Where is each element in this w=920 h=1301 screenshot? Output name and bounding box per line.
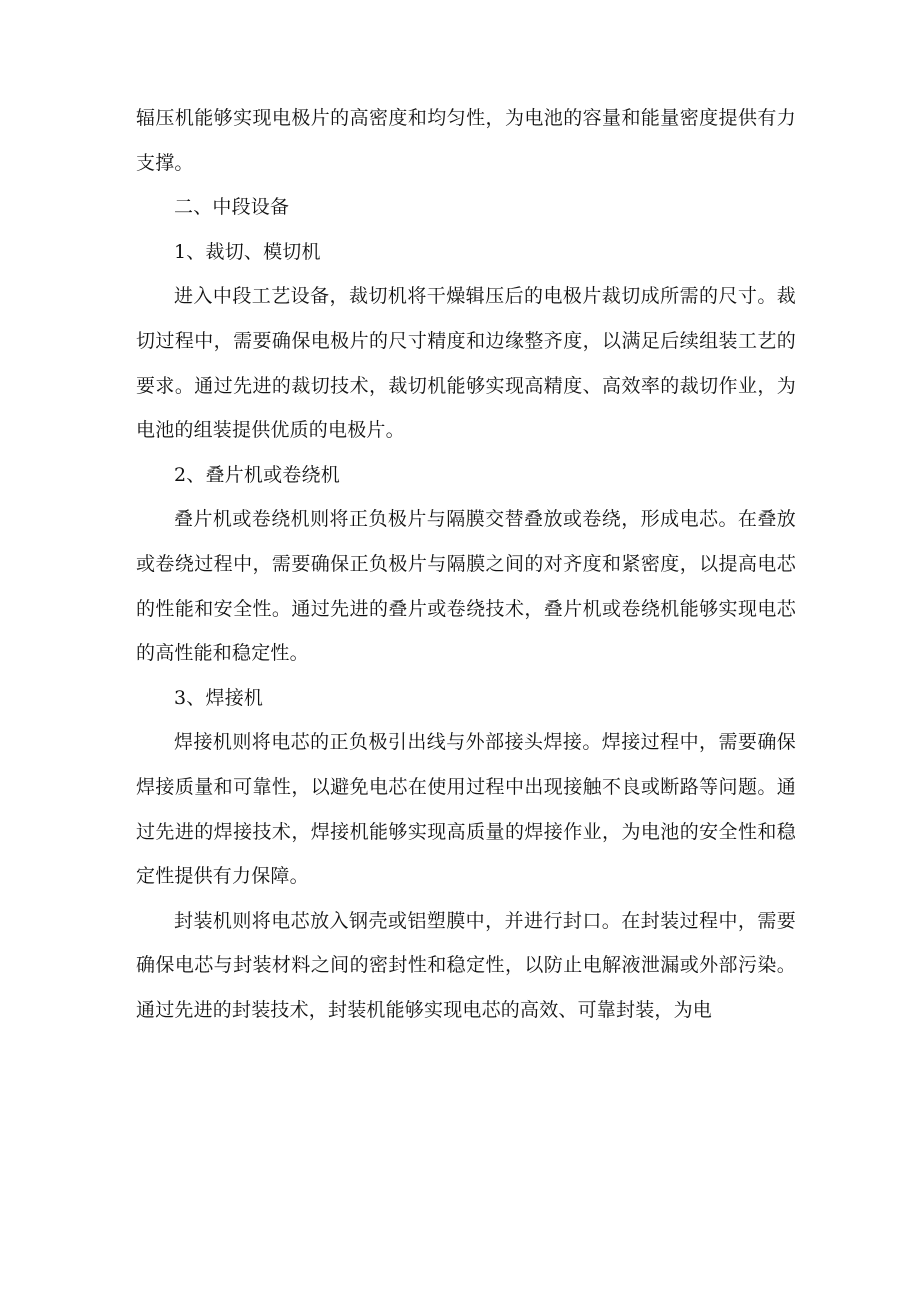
section-heading-midstage-equipment: 二、中段设备 <box>174 196 290 219</box>
paragraph-roller-press-conclusion: 辐压机能够实现电极片的高密度和均匀性，为电池的容量和能量密度提供有力支撑。 <box>136 107 796 174</box>
paragraph-welding-machine: 焊接机则将电芯的正负极引出线与外部接头焊接。焊接过程中，需要确保焊接质量和可靠性，以避免电芯在使用过程中出现接触不良或断路等问题。通过先进的焊接技术，焊接机能够实现高质量的焊接作业，为电池的安全性和稳定性提供有力保障。 <box>136 731 796 888</box>
subheading-welding-machine: 3、焊接机 <box>174 686 264 709</box>
subheading-cutting-machine: 1、裁切、模切机 <box>174 240 321 263</box>
paragraph-packaging-machine: 封装机则将电芯放入钢壳或铝塑膜中，并进行封口。在封装过程中，需要确保电芯与封装材料之间的密封性和稳定性，以防止电解液泄漏或外部污染。通过先进的封装技术，封装机能够实现电芯的高效、可靠封装，为电 <box>136 909 796 1021</box>
paragraph-stacking-winding-machine: 叠片机或卷绕机则将正负极片与隔膜交替叠放或卷绕，形成电芯。在叠放或卷绕过程中，需要确保正负极片与隔膜之间的对齐度和紧密度，以提高电芯的性能和安全性。通过先进的叠片或卷绕技术，叠片机或卷绕机能够实现电芯的高性能和稳定性。 <box>136 508 796 665</box>
document-body <box>136 96 796 1032</box>
subheading-stacking-winding-machine: 2、叠片机或卷绕机 <box>174 463 340 486</box>
paragraph-cutting-machine: 进入中段工艺设备，裁切机将干燥辑压后的电极片裁切成所需的尺寸。裁切过程中，需要确保电极片的尺寸精度和边缘整齐度，以满足后续组装工艺的要求。通过先进的裁切技术，裁切机能够实现高精度、高效率的裁切作业，为电池的组装提供优质的电极片。 <box>136 285 796 442</box>
